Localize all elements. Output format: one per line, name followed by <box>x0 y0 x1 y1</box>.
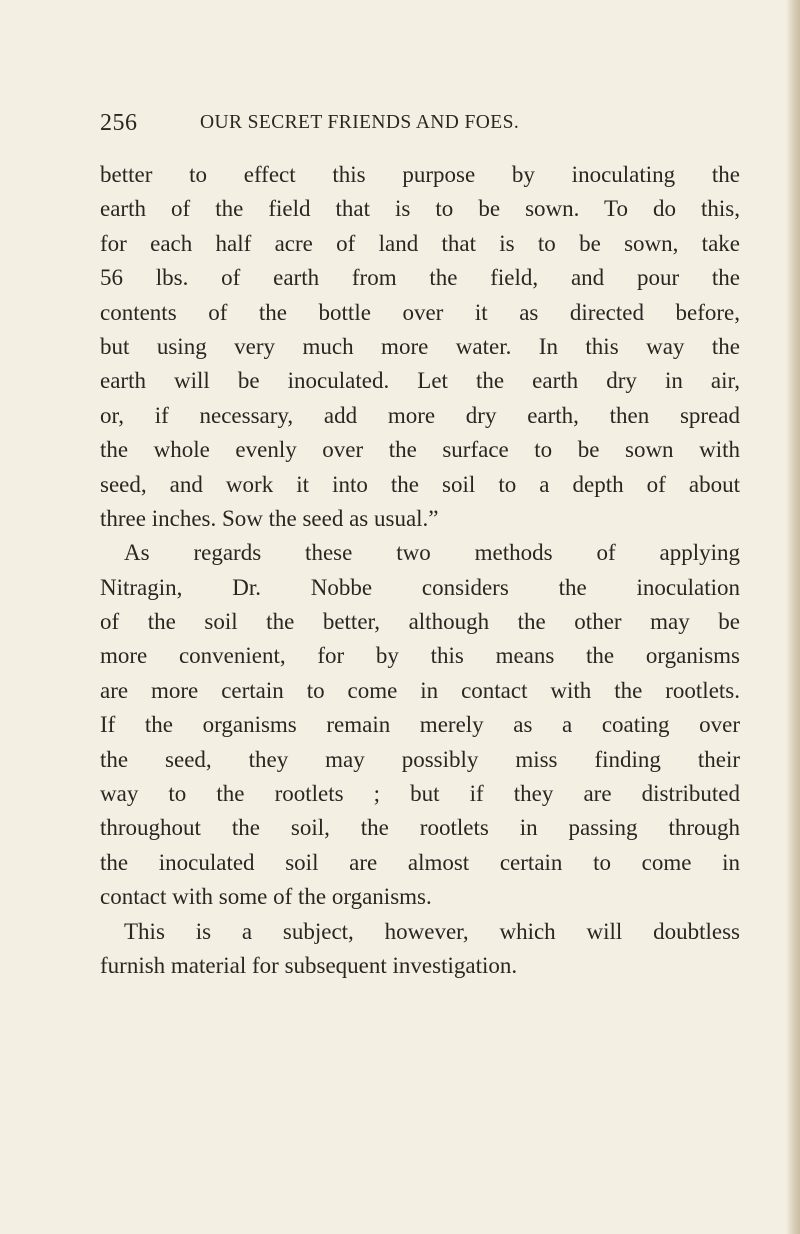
body-text <box>100 158 740 983</box>
text-line: but using very much more water. In this way the <box>100 333 740 359</box>
text-line: earth will be inoculated. Let the earth dry in air, <box>100 368 740 394</box>
text-line: 56 lbs. of earth from the field, and pour the <box>100 265 740 291</box>
text-line: throughout the soil, the rootlets in passing through <box>100 815 740 841</box>
page-header <box>100 110 660 138</box>
text-line: If the organisms remain merely as a coating over <box>100 712 740 738</box>
text-line: contact with some of the organisms. <box>100 884 432 910</box>
text-line: are more certain to come in contact with the rootlets. <box>100 677 740 703</box>
paragraph-start-line: As regards these two methods of applying <box>124 540 740 566</box>
page-edge-shadow <box>786 0 800 1234</box>
text-line: for each half acre of land that is to be sown, take <box>100 230 740 256</box>
paragraph-start-line: This is a subject, however, which will doubtless <box>124 918 740 944</box>
text-line: better to effect this purpose by inoculating the <box>100 162 740 187</box>
text-line: Nitragin, Dr. Nobbe considers the inoculation <box>100 574 740 600</box>
text-line: way to the rootlets ; but if they are distributed <box>100 781 740 807</box>
text-line: the seed, they may possibly miss finding their <box>100 746 740 772</box>
text-line: or, if necessary, add more dry earth, then spread <box>100 402 740 428</box>
text-line: three inches. Sow the seed as usual.” <box>100 505 439 531</box>
text-line: earth of the field that is to be sown. To do this, <box>100 196 740 222</box>
text-line: of the soil the better, although the other may be <box>100 609 740 635</box>
text-line: the inoculated soil are almost certain to come in <box>100 849 740 875</box>
text-line: seed, and work it into the soil to a depth of about <box>100 471 740 497</box>
text-line: the whole evenly over the surface to be sown with <box>100 437 740 463</box>
text-line: furnish material for subsequent investigation. <box>100 952 518 978</box>
running-head: OUR SECRET FRIENDS AND FOES. <box>200 112 520 133</box>
page-number: 256 <box>100 110 138 136</box>
text-line: more convenient, for by this means the organisms <box>100 643 740 669</box>
text-line: contents of the bottle over it as directed before, <box>100 299 740 325</box>
